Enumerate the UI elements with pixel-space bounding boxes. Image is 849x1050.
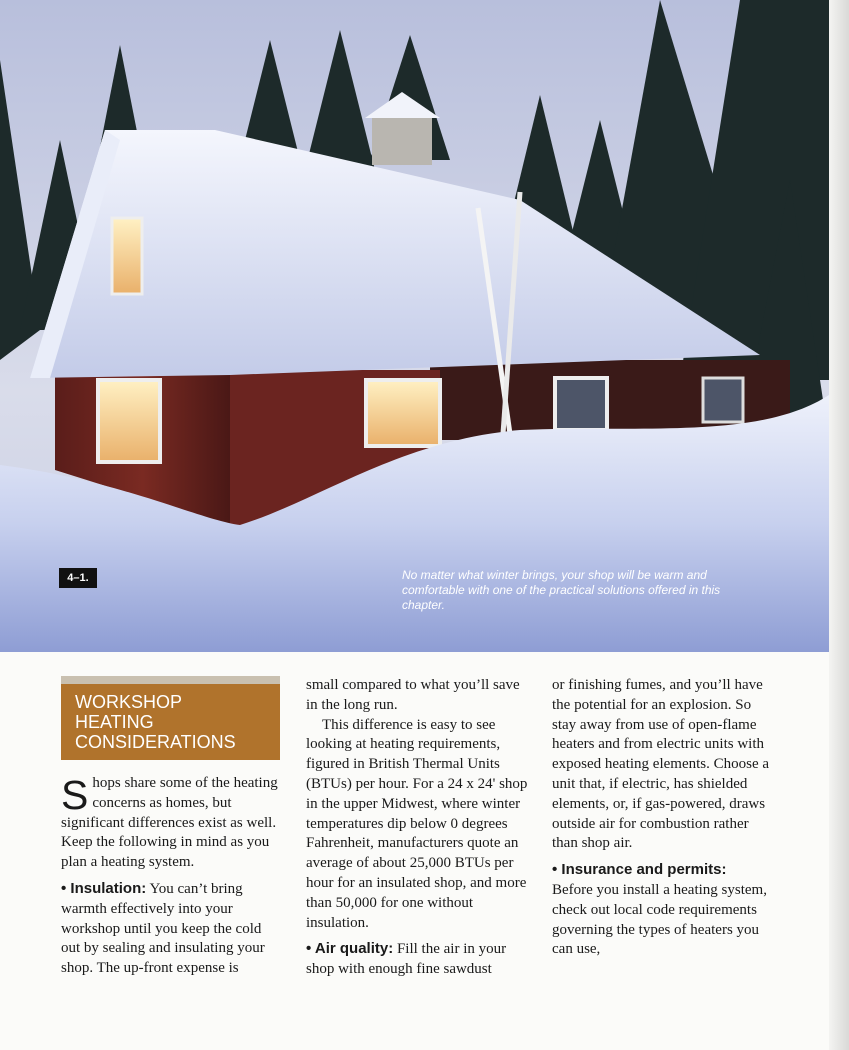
text-column-3 [552, 676, 774, 960]
insulation-text: You can’t bring warmth effectively into your workshop until you keep the cold out by sealing and insulating your shop. The up-front expense is [61, 880, 265, 977]
heading-line-3: CONSIDERATIONS [75, 732, 236, 752]
text-column-2 [306, 676, 528, 980]
insurance-label: • Insurance and permits: [552, 861, 727, 879]
intro-text: hops share some of the heating concerns as homes, but significant differences exist as well. Keep the following in mind as you plan a heating system. [61, 775, 278, 871]
heading-line-2: HEATING [75, 712, 154, 732]
heading-line-1: WORKSHOP [75, 692, 183, 712]
text-column-1 [61, 676, 280, 979]
insurance-text: Before you install a heating system, check out local code requirements governing the types of heaters you can use, [552, 881, 767, 958]
figure-caption: No matter what winter brings, your shop will be warm and comfortable with one of the practical solutions offered in this chapter. [402, 568, 721, 612]
air-quality-text: Fill the air in your shop with enough fine sawdust [306, 941, 507, 978]
section-heading [61, 676, 280, 760]
intro-paragraph [61, 774, 280, 873]
air-quality-label: • Air quality: [306, 940, 394, 958]
insulation-label: • Insulation: [61, 879, 147, 897]
page-edge [829, 0, 849, 1050]
btu-paragraph: This difference is easy to see looking at heating requirements, figured in British Thermal Units (BTUs) per hour. For a 24 x 24' shop in the upper Midwest, where winter temperatures dip below 0 degrees Fahrenheit, manufacturers quote an average of about 25,000 BTUs per hour for an insulated shop, and more than 50,000 for one without insulation. [306, 716, 528, 931]
insulation-paragraph [61, 879, 280, 979]
figure-label: 4–1. [59, 568, 97, 588]
insurance-label-line [552, 860, 774, 881]
continuation-paragraph: small compared to what you’ll save in the long run. [306, 677, 520, 713]
air-quality-paragraph [306, 939, 528, 980]
drop-cap: S [61, 772, 89, 818]
explosion-paragraph: or finishing fumes, and you’ll have the potential for an explosion. So stay away from use of open-flame heaters and from electric units with exposed heating elements. Choose a unit that, if electric, has shielded elements, or, if gas-powered, draws outside air for combustion rather than shop air. [552, 677, 770, 852]
